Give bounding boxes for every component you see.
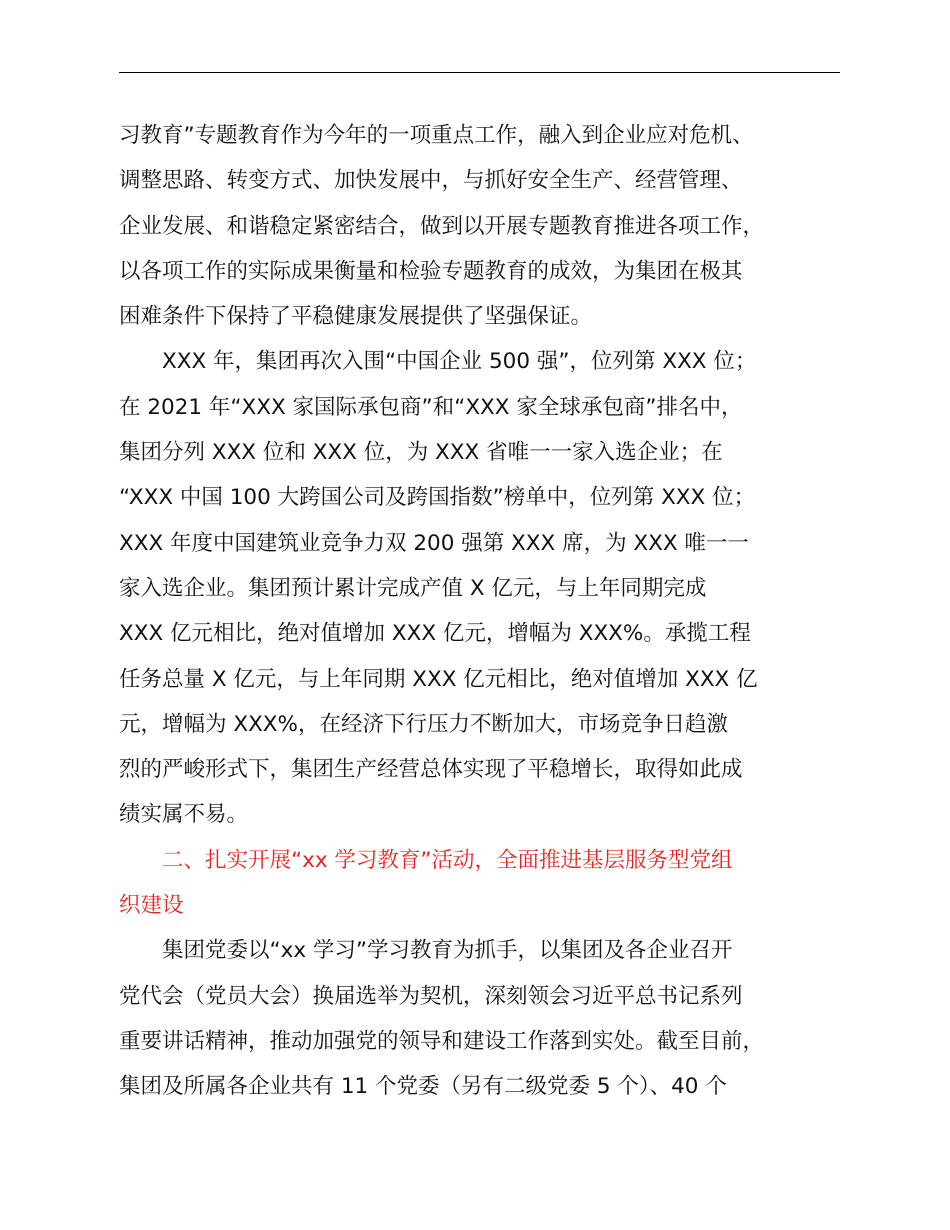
header-rule: [119, 72, 840, 73]
text-line: 企业发展、和谐稳定紧密结合，做到以开展专题教育推进各项工作，: [119, 213, 765, 239]
text-line: XXX 亿元相比，绝对值增加 XXX 亿元，增幅为 XXX%。承揽工程: [119, 621, 751, 647]
text-line: 调整思路、转变方式、加快发展中，与抓好安全生产、经营管理、: [119, 168, 743, 194]
text-line: 习教育”专题教育作为今年的一项重点工作，融入到企业应对危机、: [119, 123, 754, 148]
text-line: 任务总量 X 亿元，与上年同期 XXX 亿元相比，绝对值增加 XXX 亿: [119, 666, 758, 692]
text-line: 家入选企业。集团预计累计完成产值 X 亿元，与上年同期完成: [119, 575, 707, 601]
text-line: 元，增幅为 XXX%，在经济下行压力不断加大，市场竞争日趋激: [119, 711, 728, 737]
text-line: 重要讲话精神，推动加强党的领导和建设工作落到实处。截至目前，: [119, 1028, 765, 1054]
paragraph-party-committee: [119, 928, 864, 1109]
text-line: 在 2021 年“XXX 家国际承包商”和“XXX 家全球承包商”排名中，: [119, 394, 743, 420]
text-line: 烈的严峻形式下，集团生产经营总体实现了平稳增长，取得如此成: [119, 757, 743, 783]
text-line: 集团分列 XXX 位和 XXX 位，为 XXX 省唯一一家入选企业；在: [119, 440, 723, 466]
heading-line: 二、扎实开展“xx 学习教育”活动，全面推进基层服务型党组: [119, 847, 733, 873]
text-line: 绩实属不易。: [119, 802, 249, 828]
text-line: 集团及所属各企业共有 11 个党委（另有二级党委 5 个）、40 个: [119, 1074, 727, 1100]
text-line: 集团党委以“xx 学习”学习教育为抓手，以集团及各企业召开: [119, 938, 733, 964]
document-body: [119, 113, 864, 1110]
text-line: 党代会（党员大会）换届选举为契机，深刻领会习近平总书记系列: [119, 983, 743, 1009]
text-line: XXX 年度中国建筑业竞争力双 200 强第 XXX 席，为 XXX 唯一一: [119, 530, 749, 556]
heading-line: 织建设: [119, 893, 184, 919]
text-line: 以各项工作的实际成果衡量和检验专题教育的成效，为集团在极其: [119, 258, 743, 284]
text-line: 困难条件下保持了平稳健康发展提供了坚强保证。: [119, 304, 593, 330]
paragraph-intro-continuation: [119, 113, 864, 339]
text-line: “XXX 中国 100 大跨国公司及跨国指数”榜单中，位列第 XXX 位；: [119, 485, 756, 511]
paragraph-rankings: [119, 339, 864, 837]
section-heading: [119, 838, 864, 929]
text-line: XXX 年，集团再次入围“中国企业 500 强”，位列第 XXX 位；: [119, 349, 757, 375]
